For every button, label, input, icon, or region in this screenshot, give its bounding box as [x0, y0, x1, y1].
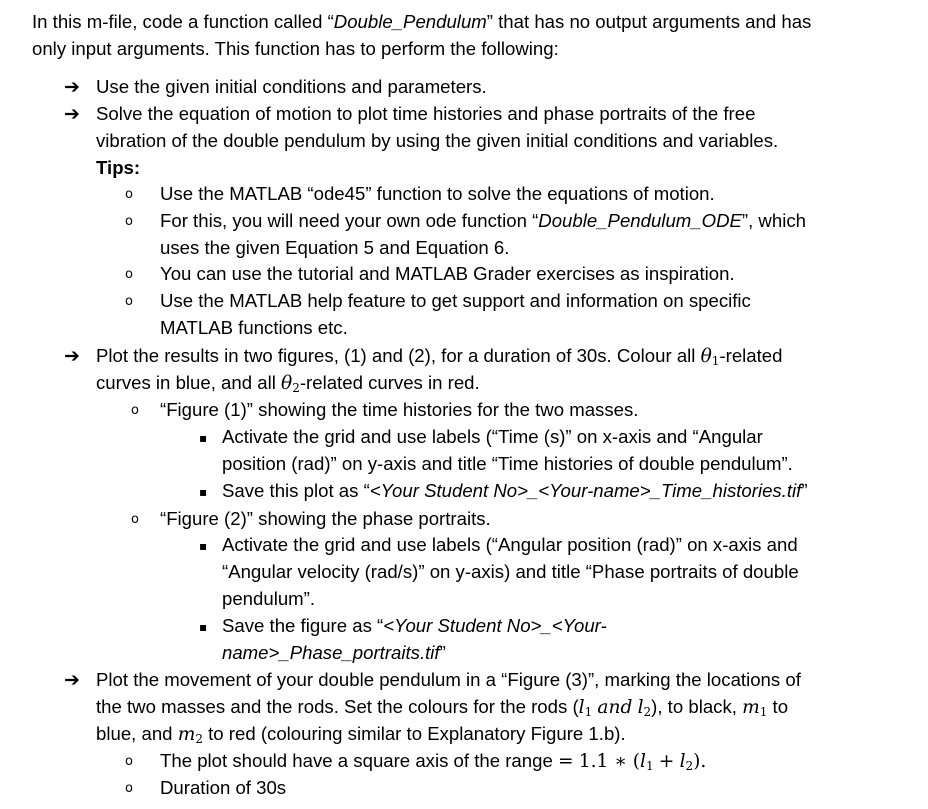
figure-2-spec-line-1: Activate the grid and use labels (“Angular position (rad)” on x-axis and [222, 534, 798, 555]
tips-label: Tips: [96, 157, 141, 178]
item-4-sub-1 [160, 748, 706, 775]
subscript: 1 [645, 759, 654, 773]
tip-text: For this, you will need your own ode function “ [160, 210, 539, 231]
item-4-line-3 [96, 721, 626, 748]
figure-1-spec-line-2: position (rad)” on y-axis and title “Time histories of double pendulum”. [222, 453, 793, 474]
item-text: to [767, 696, 789, 717]
item-text: to red (colouring similar to Explanatory Figure 1.b). [202, 723, 626, 744]
arrow-bullet-icon: ➔ [64, 669, 80, 691]
subscript: 1 [759, 705, 768, 719]
square-bullet-icon: ▪ [199, 431, 208, 445]
circle-bullet-icon: o [125, 214, 133, 229]
range-expression: 1.1 ∗ ( [578, 751, 641, 772]
square-bullet-icon: ▪ [199, 539, 208, 553]
math-word: and [597, 697, 633, 718]
tip-4-line-2: MATLAB functions etc. [160, 317, 348, 338]
subscript: 1 [711, 354, 720, 368]
item-4-sub-2: Duration of 30s [160, 777, 287, 798]
circle-bullet-icon: o [125, 781, 133, 796]
filename: <Your Student No>_<Your-name>_Time_histories.tif [369, 480, 802, 501]
figure-1-save [222, 478, 808, 504]
tip-4-line-1: Use the MATLAB help feature to get support and information on specific [160, 290, 751, 311]
circle-bullet-icon: o [125, 754, 133, 769]
filename: <Your Student No>_<Your- [383, 615, 607, 636]
subscript: 2 [195, 732, 203, 746]
figure-1-title: “Figure (1)” showing the time histories for the two masses. [160, 399, 639, 420]
figure-2-title: “Figure (2)” showing the phase portraits. [160, 508, 491, 529]
tip-text: ”, which [741, 210, 806, 231]
filename: name>_Phase_portraits.tif [222, 642, 440, 663]
math-symbol: l [637, 697, 644, 718]
save-text: Save this plot as “ [222, 480, 370, 501]
theta-symbol: θ [700, 346, 712, 367]
item-3-line-1 [96, 343, 782, 370]
item-text: ), to black, [651, 696, 743, 717]
close-paren: ). [693, 751, 707, 772]
save-text: Save the figure as “ [222, 615, 384, 636]
item-text: the two masses and the rods. Set the colours for the rods ( [96, 696, 579, 717]
math-symbol: l [679, 751, 686, 772]
item-text: Plot the results in two figures, (1) and (2), for a duration of 30s. Colour all [96, 345, 701, 366]
tip-1: Use the MATLAB “ode45” function to solve the equations of motion. [160, 183, 715, 204]
ode-function-name: Double_Pendulum_ODE [538, 210, 742, 231]
subscript: 2 [643, 705, 652, 719]
circle-bullet-icon: o [131, 512, 139, 527]
circle-bullet-icon: o [125, 267, 133, 282]
item-1: Use the given initial conditions and parameters. [96, 76, 487, 97]
math-symbol: m [177, 724, 196, 745]
arrow-bullet-icon: ➔ [64, 345, 80, 367]
close-quote: ” [439, 642, 446, 663]
figure-2-save-line-1 [222, 613, 607, 639]
figure-2-spec-line-3: pendulum”. [222, 588, 316, 609]
circle-bullet-icon: o [125, 187, 133, 202]
subscript: 1 [584, 705, 593, 719]
close-quote: ” [801, 480, 808, 501]
intro-text: In this m-file, code a function called “ [32, 11, 334, 32]
arrow-bullet-icon: ➔ [64, 76, 80, 98]
intro-line-2: only input arguments. This function has to perform the following: [32, 38, 559, 59]
square-bullet-icon: ▪ [199, 485, 208, 499]
circle-bullet-icon: o [125, 294, 133, 309]
intro-line-1 [32, 9, 811, 35]
math-symbol: l [578, 697, 585, 718]
item-3-line-2 [96, 370, 480, 397]
square-bullet-icon: ▪ [199, 620, 208, 634]
figure-2-save-line-2 [222, 640, 446, 666]
tip-2-line-1 [160, 208, 806, 234]
item-4-line-1: Plot the movement of your double pendulum in a “Figure (3)”, marking the locations of [96, 669, 801, 690]
figure-1-spec-line-1: Activate the grid and use labels (“Time (s)” on x-axis and “Angular [222, 426, 763, 447]
item-2-line-1: Solve the equation of motion to plot time histories and phase portraits of the free [96, 103, 756, 124]
item-text: -related curves in red. [299, 372, 480, 393]
arrow-bullet-icon: ➔ [64, 103, 80, 125]
subscript: 2 [685, 759, 694, 773]
item-text: blue, and [96, 723, 178, 744]
function-name: Double_Pendulum [333, 11, 487, 32]
theta-symbol: θ [281, 373, 293, 394]
plus-sign: + [658, 751, 675, 772]
math-symbol: l [640, 751, 646, 772]
item-text: The plot should have a square axis of the range [160, 750, 558, 771]
math-symbol: m [742, 697, 760, 718]
item-2-line-2: vibration of the double pendulum by using the given initial conditions and variables. [96, 130, 779, 151]
item-text: curves in blue, and all [96, 372, 282, 393]
figure-2-spec-line-2: “Angular velocity (rad/s)” on y-axis) and title “Phase portraits of double [222, 561, 799, 582]
tip-2-line-2: uses the given Equation 5 and Equation 6. [160, 237, 510, 258]
subscript: 2 [292, 381, 300, 395]
item-text: -related [719, 345, 783, 366]
item-4-line-2 [96, 694, 788, 721]
tip-3: You can use the tutorial and MATLAB Grader exercises as inspiration. [160, 263, 735, 284]
intro-text: ” that has no output arguments and has [486, 11, 812, 32]
circle-bullet-icon: o [131, 403, 139, 418]
equals-sign: = [557, 751, 574, 772]
